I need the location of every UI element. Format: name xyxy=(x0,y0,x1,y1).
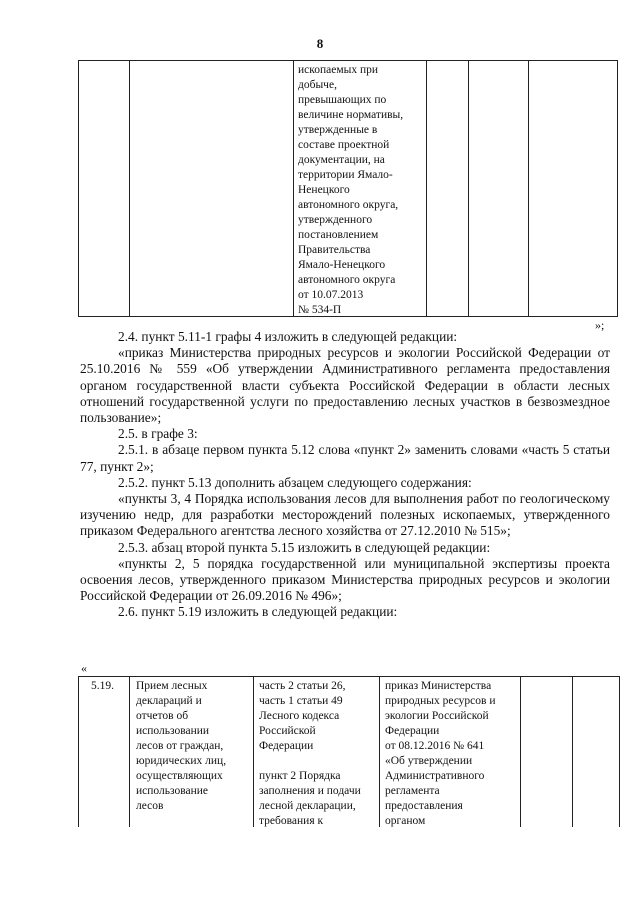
document-body xyxy=(80,329,610,621)
cell-line: отчетов об xyxy=(136,710,189,722)
cell-line: «Об утверждении xyxy=(385,755,473,767)
cell-line: предоставления xyxy=(385,800,463,812)
cell-line: Федерации xyxy=(385,725,440,737)
cell-line: регламента xyxy=(385,785,440,797)
cell-line: лесной декларации, xyxy=(259,800,356,812)
table-column-divider xyxy=(520,677,521,827)
paragraph: 2.5. в графе 3: xyxy=(118,426,198,442)
cell-line: часть 2 статьи 26, xyxy=(259,680,346,692)
cell-line: ископаемых при xyxy=(298,64,379,76)
cell-line: Административного xyxy=(385,770,485,782)
cell-line: добыче, xyxy=(298,79,337,91)
paragraph: 2.5.1. в абзаце первом пункта 5.12 слова «пункт 2» заменить словами «часть 5 статьи 77, пункт 2»; xyxy=(80,442,610,474)
opening-quote: « xyxy=(81,661,87,675)
cell-line: экологии Российской xyxy=(385,710,489,722)
cell-line: лесов от граждан, xyxy=(136,740,224,752)
cell-line: органом xyxy=(385,815,426,827)
cell-line: составе проектной xyxy=(298,139,390,151)
table-cell-regulation xyxy=(385,679,496,827)
paragraph: 2.6. пункт 5.19 изложить в следующей редакции: xyxy=(118,604,398,620)
cell-line: № 534-П xyxy=(298,304,342,316)
cell-line: Прием лесных xyxy=(136,680,208,692)
cell-line: от 08.12.2016 № 641 xyxy=(385,740,485,752)
cell-line: постановлением xyxy=(298,229,379,241)
table-column-divider xyxy=(253,677,254,827)
cell-line: утвержденного xyxy=(298,214,373,226)
cell-line: автономного округа xyxy=(298,274,396,286)
cell-line: величине нормативы, xyxy=(298,109,404,121)
cell-line: Российской xyxy=(259,725,316,737)
cell-line: Ненецкого xyxy=(298,184,350,196)
table-column-divider xyxy=(572,677,573,827)
cell-line: деклараций и xyxy=(136,695,202,707)
paragraph: 2.4. пункт 5.11-1 графы 4 изложить в следующей редакции: xyxy=(118,329,458,344)
cell-line: лесов xyxy=(136,800,164,812)
cell-line: юридических лиц, xyxy=(136,755,227,767)
paragraph: 2.5.2. пункт 5.13 дополнить абзацем следующего содержания: xyxy=(118,474,472,490)
cell-line: заполнения и подачи xyxy=(259,785,361,797)
paragraph: «пункты 3, 4 Порядка использования лесов для выполнения работ по геологическому изучению недр, для разработки месторождений полезных ископаемых, утвержденного приказом Федерального агентства лесного хозяйства от 27.12.2010 № 515»; xyxy=(80,491,610,539)
cell-line: территории Ямало- xyxy=(298,169,393,181)
paragraph: «пункты 2, 5 порядка государственной или муниципальной экспертизы проекта освоения лесов, утвержденного приказом Министерства природных ресурсов и экологии Российской Федерации от 26.09.2016 № 496»; xyxy=(80,555,610,604)
page-number: 8 xyxy=(316,36,324,51)
cell-line: Ямало-Ненецкого xyxy=(298,259,386,271)
table-cell-legal-basis xyxy=(259,679,361,827)
paragraph: 2.5.3. абзац второй пункта 5.15 изложить в следующей редакции: xyxy=(118,539,491,555)
top-table xyxy=(78,60,618,317)
cell-line: Федерации xyxy=(259,740,314,752)
cell-line: использовании xyxy=(136,725,210,737)
paragraph: «приказ Министерства природных ресурсов и экологии Российской Федерации от 25.10.2016 № 559 «Об утверждении Административного регламента предоставления органом государственной власти субъекта Российской Федерации в области лесных отношений государственной услуги по предоставлению лесных участков в безвозмездное пользование»; xyxy=(80,345,610,426)
cell-line: требования к xyxy=(259,815,324,827)
table-column-divider xyxy=(293,61,294,316)
cell-line: превышающих по xyxy=(298,94,387,106)
cell-line: Правительства xyxy=(298,244,371,256)
cell-line: от 10.07.2013 xyxy=(298,289,364,301)
cell-line: пункт 2 Порядка xyxy=(259,770,341,782)
cell-line: Лесного кодекса xyxy=(259,710,340,722)
cell-line: автономного округа, xyxy=(298,199,399,211)
cell-line: часть 1 статьи 49 xyxy=(259,695,343,707)
cell-line: 5.19. xyxy=(91,680,114,692)
table-cell-number xyxy=(91,679,114,694)
cell-line: утвержденные в xyxy=(298,124,378,136)
table-column-divider xyxy=(129,677,130,827)
cell-line: природных ресурсов и xyxy=(385,695,496,707)
table-cell-text xyxy=(298,63,423,318)
table-column-divider xyxy=(468,61,469,316)
table-cell-service xyxy=(136,679,226,814)
closing-quote: »; xyxy=(595,318,605,332)
cell-line: использование xyxy=(136,785,209,797)
cell-line: осуществляющих xyxy=(136,770,223,782)
bottom-table xyxy=(78,676,620,827)
line-gap xyxy=(259,754,361,769)
table-column-divider xyxy=(129,61,130,316)
table-column-divider xyxy=(426,61,427,316)
cell-line: приказ Министерства xyxy=(385,680,492,692)
table-column-divider xyxy=(379,677,380,827)
cell-line: документации, на xyxy=(298,154,385,166)
table-column-divider xyxy=(528,61,529,316)
